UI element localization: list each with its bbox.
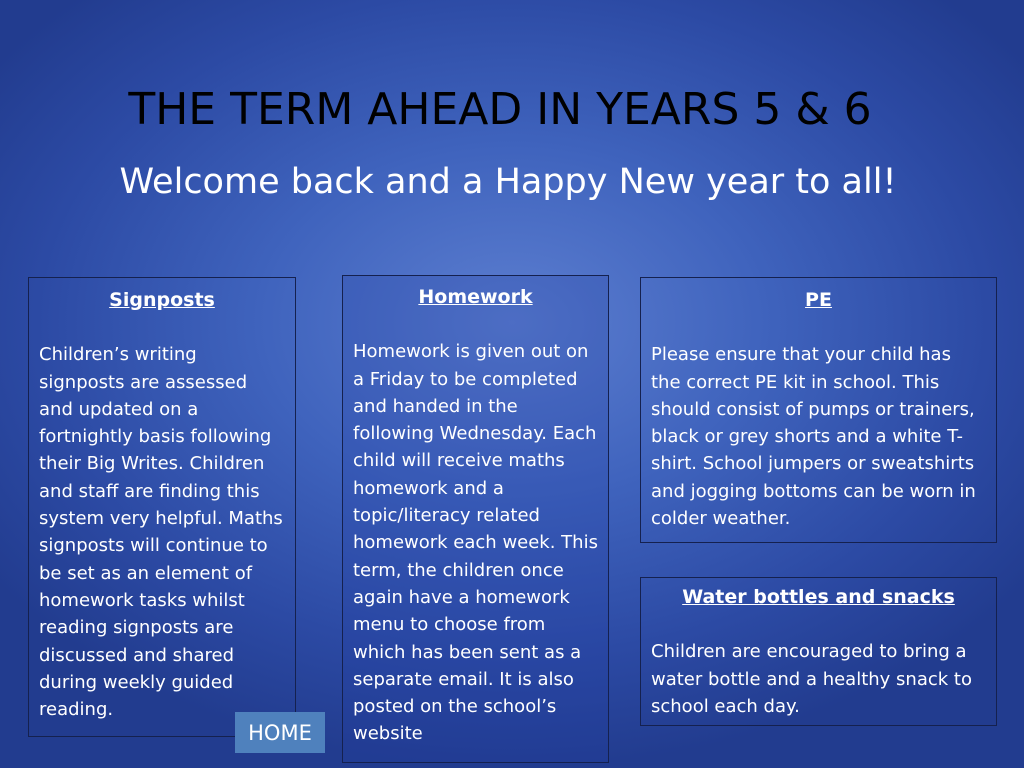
homework-heading: Homework [418,286,533,308]
water-bottles-text: Children are encouraged to bring a water bottle and a healthy snack to school each day. [651,641,972,717]
water-bottles-box [640,577,997,726]
homework-box [342,275,609,763]
signposts-heading: Signposts [109,289,215,311]
slide-title: THE TERM AHEAD IN YEARS 5 & 6 [128,84,872,135]
water-bottles-heading: Water bottles and snacks [682,586,955,608]
homework-text: Homework is given out on a Friday to be completed and handed in the following Wednesday. Each child will receive maths homework and a topic/literacy related homework each week. This term, the children once again have a homework menu to choose from which has been sent as a separate email. It is also posted on the school’s website [353,341,598,745]
signposts-box [28,277,296,737]
pe-heading: PE [805,289,832,311]
slide-subtitle: Welcome back and a Happy New year to all! [119,162,897,202]
pe-text: Please ensure that your child has the correct PE kit in school. This should consist of pumps or trainers, black or grey shorts and a white T-shirt. School jumpers or sweatshirts and jogging bottoms can be worn in colder weather. [651,344,976,530]
home-button[interactable]: HOME [235,712,325,753]
signposts-text: Children’s writing signposts are assessed and updated on a fortnightly basis following their Big Writes. Children and staff are finding this system very helpful. Maths signposts will continue to be set as an element of homework tasks whilst reading signposts are discussed and shared during weekly guided reading. [39,344,283,721]
pe-box [640,277,997,543]
